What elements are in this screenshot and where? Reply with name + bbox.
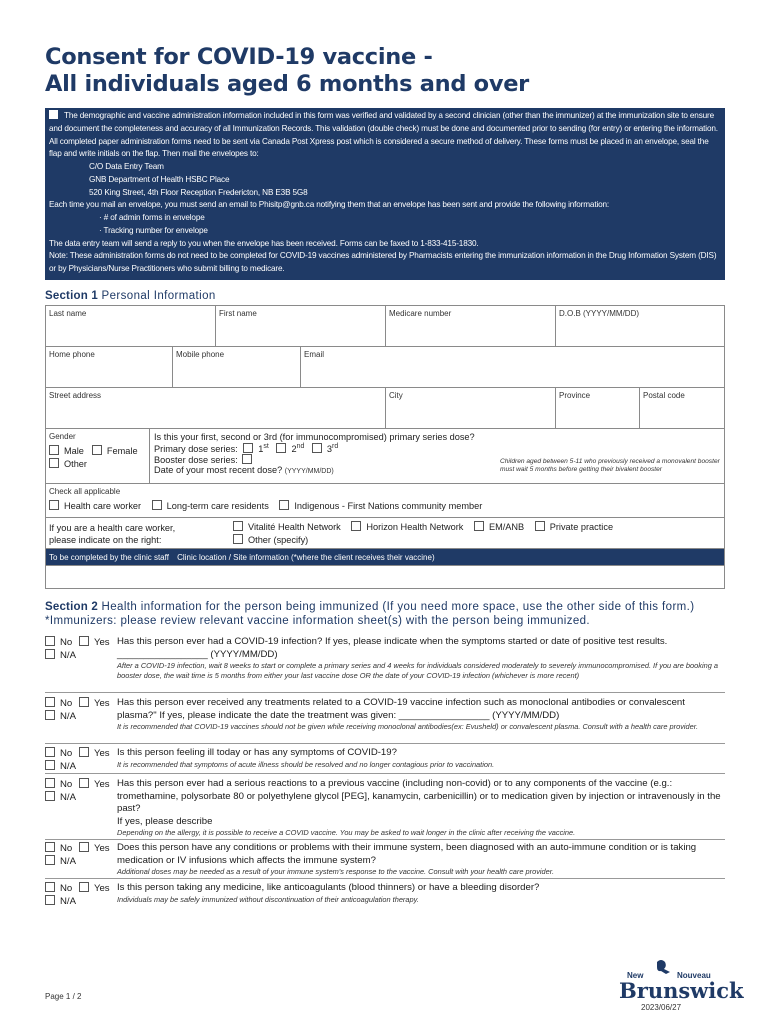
health-care-worker-label: Health care worker bbox=[64, 501, 142, 511]
q2-yes-label: Yes bbox=[93, 698, 110, 709]
q5-na-label: N/A bbox=[60, 856, 76, 867]
form-date: 2023/06/27 bbox=[641, 1003, 682, 1012]
medicare-label: Medicare number bbox=[389, 309, 452, 318]
dose-3-suffix: rd bbox=[332, 443, 339, 450]
dose-3-checkbox[interactable] bbox=[312, 443, 322, 453]
q2-no-label: No bbox=[60, 698, 73, 709]
province-label: Province bbox=[559, 391, 591, 400]
question-anticoagulants bbox=[45, 882, 725, 910]
notice-paragraph-3: Each time you mail an envelope, you must send an email to Phisitp@gnb.ca notifying them that an envelope has been sent and provide the following information: bbox=[49, 200, 610, 210]
question-treatments bbox=[45, 697, 725, 744]
dose-1-label: 1 bbox=[258, 444, 264, 455]
q6-na-label: N/A bbox=[60, 896, 76, 907]
q3-text: Is this person feeling ill today or has any symptoms of COVID-19? bbox=[117, 747, 397, 758]
dose-1-checkbox[interactable] bbox=[243, 443, 253, 453]
question-serious-reaction bbox=[45, 778, 725, 840]
gender-label: Gender bbox=[49, 432, 76, 441]
logo-new-text: New bbox=[627, 971, 644, 980]
section-2-number: Section 2 bbox=[45, 601, 98, 613]
q3-no-checkbox[interactable] bbox=[45, 747, 55, 757]
section-2-name: Health information for the person being immunized (If you need more space, use the other side of this form.) bbox=[101, 601, 695, 613]
q5-no-checkbox[interactable] bbox=[45, 842, 55, 852]
q5-no-label: No bbox=[60, 843, 73, 854]
q4-yes-label: Yes bbox=[93, 779, 110, 790]
q4-note: Depending on the allergy, it is possible to receive a COVID vaccine. You may be asked to wait longer in the clinic after receiving the vaccine. bbox=[117, 828, 576, 837]
series-question: Is this your first, second or 3rd (for immunocompromised) primary series dose? bbox=[154, 432, 475, 442]
hcw-question-line-2: please indicate on the right: bbox=[49, 535, 162, 545]
q1-na-label: N/A bbox=[60, 650, 76, 661]
street-address-label: Street address bbox=[49, 391, 102, 400]
q5-yes-label: Yes bbox=[93, 843, 110, 854]
page-number: Page 1 / 2 bbox=[45, 992, 82, 1001]
q6-yes-label: Yes bbox=[93, 883, 110, 894]
notice-bullet-1: · # of admin forms in envelope bbox=[99, 213, 205, 222]
horizon-checkbox[interactable] bbox=[351, 521, 361, 531]
horizon-label: Horizon Health Network bbox=[366, 522, 464, 532]
dose-1-suffix: st bbox=[263, 443, 269, 450]
q4-no-label: No bbox=[60, 779, 73, 790]
vitalite-label: Vitalité Health Network bbox=[248, 522, 341, 532]
mailing-address-line-2: GNB Department of Health HSBC Place bbox=[89, 174, 230, 184]
medicare-field[interactable] bbox=[386, 306, 556, 346]
q2-note: It is recommended that COVID-19 vaccines should not be given while receiving monoclonal antibodies(ex: Evusheld) or convalescent plasma. Consult with a health care provider. bbox=[117, 722, 699, 731]
ltc-checkbox[interactable] bbox=[152, 500, 162, 510]
q6-no-checkbox[interactable] bbox=[45, 882, 55, 892]
city-field[interactable] bbox=[386, 388, 556, 428]
q6-text: Is this person taking any medicine, like anticoagulants (blood thinners) or have a bleeding disorder? bbox=[117, 882, 540, 893]
home-phone-field[interactable] bbox=[46, 347, 173, 387]
primary-series-label: Primary dose series: bbox=[154, 444, 238, 455]
q4-text: Has this person ever had a serious reactions to a previous vaccine (including non-covid) or to any components of the vaccine (e.g.: tromethamine, polysorbate 80 or polyethylene glycol [PEG], kanamycin, carbenicillin) or to medication given by injection or intravenously in the past? bbox=[117, 778, 721, 814]
q6-yes-checkbox[interactable] bbox=[79, 882, 89, 892]
dob-field[interactable] bbox=[556, 306, 724, 346]
home-phone-label: Home phone bbox=[49, 350, 95, 359]
question-covid-infection bbox=[45, 636, 725, 693]
indigenous-label: Indigenous - First Nations community member bbox=[294, 501, 483, 511]
q2-yes-checkbox[interactable] bbox=[79, 697, 89, 707]
mailing-address-line-3: 520 King Street, 4th Floor Reception Fredericton, NB E3B 5G8 bbox=[89, 187, 308, 197]
mailing-address-line-1: C/O Data Entry Team bbox=[89, 162, 164, 171]
clinic-staff-label: To be completed by the clinic staff bbox=[49, 553, 169, 562]
first-name-field[interactable] bbox=[216, 306, 386, 346]
q1-no-checkbox[interactable] bbox=[45, 636, 55, 646]
mobile-phone-label: Mobile phone bbox=[176, 350, 225, 359]
dose-3-label: 3 bbox=[326, 444, 333, 455]
q4-describe-label: If yes, please describe bbox=[117, 815, 213, 827]
section-1-number: Section 1 bbox=[45, 290, 98, 302]
booster-series-label: Booster dose series: bbox=[154, 455, 238, 466]
last-name-field[interactable] bbox=[46, 306, 216, 346]
dose-2-label: 2 bbox=[291, 444, 297, 455]
other-gender-checkbox[interactable] bbox=[49, 458, 59, 468]
last-name-label: Last name bbox=[49, 309, 87, 318]
private-practice-checkbox[interactable] bbox=[535, 521, 545, 531]
section-1-heading bbox=[45, 290, 216, 302]
recent-dose-format: (YYYY/MM/DD) bbox=[284, 468, 334, 476]
q5-yes-checkbox[interactable] bbox=[79, 842, 89, 852]
title-line-2: All individuals aged 6 months and over bbox=[45, 71, 529, 97]
gender-field bbox=[46, 429, 150, 483]
q2-text: Has this person ever received any treatments related to a COVID-19 vaccine infection such as monoclonal antibodies or convalescent plasma?" If yes, please indicate the date the treatment was given: _________________ (YYYY/MM/DD) bbox=[117, 697, 685, 721]
dob-label: D.O.B (YYYY/MM/DD) bbox=[559, 309, 640, 318]
q5-note: Additional doses may be needed as a result of your immune system's response to the vaccine. Consult with your health care provider. bbox=[117, 867, 554, 876]
q3-na-label: N/A bbox=[60, 761, 76, 772]
clinic-location-field[interactable] bbox=[46, 566, 724, 588]
street-address-field[interactable] bbox=[46, 388, 386, 428]
bird-icon bbox=[657, 960, 670, 974]
dose-2-checkbox[interactable] bbox=[276, 443, 286, 453]
notice-paragraph-2: All completed paper administration forms need to be sent via Canada Post Xpress post which is considered a secure method of delivery. These forms must be placed in an envelope, seal the flap and write initials on the flap. Then mail the envelopes to: bbox=[49, 136, 709, 159]
q4-na-label: N/A bbox=[60, 792, 76, 803]
dose-2-suffix: nd bbox=[296, 443, 305, 450]
booster-checkbox[interactable] bbox=[242, 454, 252, 464]
emanb-checkbox[interactable] bbox=[474, 521, 484, 531]
check-all-label: Check all applicable bbox=[49, 487, 121, 496]
hcw-network-field bbox=[46, 518, 724, 549]
hcw-question-line-1: If you are a health care worker, bbox=[49, 523, 176, 533]
female-label: Female bbox=[106, 446, 138, 456]
other-specify-label: Other (specify) bbox=[248, 535, 309, 545]
q1-yes-checkbox[interactable] bbox=[79, 636, 89, 646]
q5-text: Does this person have any conditions or problems with their immune system, been diagnosed with an auto-immune condition or is taking medication or IV infusions which affects the immune system? bbox=[117, 842, 697, 866]
q1-text: Has this person ever had a COVID-19 infection? If yes, please indicate when the symptoms started or date of positive test results. bbox=[117, 636, 668, 647]
logo-brunswick-text: Brunswick bbox=[619, 978, 744, 1003]
q6-note: Individuals may be safely immunized without discontinuation of their anticoagulation therapy. bbox=[117, 894, 419, 904]
notice-bullet-2: · Tracking number for envelope bbox=[99, 225, 208, 235]
first-name-label: First name bbox=[219, 309, 257, 318]
province-field[interactable] bbox=[556, 388, 640, 428]
q3-na-checkbox[interactable] bbox=[45, 760, 55, 770]
children-note-line-1: Children aged between 5-11 who previously received a monovalent booster bbox=[500, 458, 720, 465]
clinic-location-label: Clinic location / Site information (*where the client receives their vaccine) bbox=[177, 553, 435, 562]
recent-dose-label: Date of your most recent dose? bbox=[154, 465, 283, 476]
city-label: City bbox=[389, 391, 403, 400]
clinic-staff-bar bbox=[46, 549, 724, 566]
q1-note: After a COVID-19 infection, wait 8 weeks to start or complete a primary series and 4 weeks for individuals considered moderately to severely immunocompromised. If you are booking a booster dose, the wait time is 5 months from either your last vaccine dose OR the date of your COVID-19 infection (whichever is more recent) bbox=[117, 661, 718, 680]
q3-note: It is recommended that symptoms of acute illness should be resolved and no longer contagious prior to vaccination. bbox=[117, 759, 495, 769]
email-label: Email bbox=[304, 350, 325, 359]
question-feeling-ill bbox=[45, 747, 725, 774]
ltc-label: Long-term care residents bbox=[166, 501, 269, 511]
q2-na-label: N/A bbox=[60, 711, 76, 722]
notice-paragraph-4: The data entry team will send a reply to you when the envelope has been received. Forms can be faxed to 1-833-415-1830. bbox=[49, 238, 479, 248]
q3-yes-label: Yes bbox=[93, 748, 110, 759]
other-gender-label: Other bbox=[64, 459, 87, 469]
children-booster-note bbox=[500, 458, 720, 474]
q4-yes-checkbox[interactable] bbox=[79, 778, 89, 788]
email-field[interactable] bbox=[301, 347, 724, 387]
q1-na-checkbox[interactable] bbox=[45, 649, 55, 659]
q4-na-checkbox[interactable] bbox=[45, 791, 55, 801]
q6-no-label: No bbox=[60, 883, 73, 894]
logo-nouveau-text: Nouveau bbox=[677, 971, 711, 980]
question-immune-system bbox=[45, 842, 725, 879]
female-checkbox[interactable] bbox=[92, 445, 102, 455]
applicable-field bbox=[46, 484, 724, 514]
health-care-worker-checkbox[interactable] bbox=[49, 500, 59, 510]
q4-no-checkbox[interactable] bbox=[45, 778, 55, 788]
postal-code-label: Postal code bbox=[643, 391, 685, 400]
vitalite-checkbox[interactable] bbox=[233, 521, 243, 531]
page-title bbox=[45, 44, 745, 98]
q2-no-checkbox[interactable] bbox=[45, 697, 55, 707]
mobile-phone-field[interactable] bbox=[173, 347, 301, 387]
private-practice-label: Private practice bbox=[549, 522, 614, 532]
q2-na-checkbox[interactable] bbox=[45, 710, 55, 720]
personal-info-grid bbox=[45, 305, 725, 589]
children-note-line-2: must wait 5 months before getting their bivalent booster bbox=[500, 466, 663, 473]
notice-paragraph-5: Note: These administration forms do not need to be completed for COVID-19 vaccines administered by Pharmacists entering the immunization information in the Drug Information System (DIS) or by Physicians/Nurse Practitioners who submit billing to medicare. bbox=[49, 251, 717, 273]
verification-checkbox[interactable] bbox=[49, 110, 58, 119]
q6-na-checkbox[interactable] bbox=[45, 895, 55, 905]
notice-paragraph-1: The demographic and vaccine administration information included in this form was verified and validated by a second clinician (other than the immunizer) at the immunization site to ensure and document the completeness and accuracy of all Immunization Records. This validation (double check) must be done and documented prior to sending (for entry) or entering the information. bbox=[49, 111, 718, 133]
postal-code-field[interactable] bbox=[640, 388, 724, 428]
title-line-1: Consent for COVID-19 vaccine - bbox=[45, 44, 433, 70]
other-specify-checkbox[interactable] bbox=[233, 534, 243, 544]
q1-date-format[interactable]: _________________ (YYYY/MM/DD) bbox=[117, 648, 278, 660]
new-brunswick-logo bbox=[617, 958, 744, 1004]
q3-yes-checkbox[interactable] bbox=[79, 747, 89, 757]
emanb-label: EM/ANB bbox=[488, 522, 525, 532]
section-2-heading bbox=[45, 600, 735, 628]
q1-no-label: No bbox=[60, 637, 73, 648]
indigenous-checkbox[interactable] bbox=[279, 500, 289, 510]
q5-na-checkbox[interactable] bbox=[45, 855, 55, 865]
q1-yes-label: Yes bbox=[93, 637, 110, 648]
section-2-subheading: *Immunizers: please review relevant vaccine information sheet(s) with the person being immunized. bbox=[45, 615, 591, 627]
verification-notice bbox=[45, 108, 725, 280]
male-checkbox[interactable] bbox=[49, 445, 59, 455]
dose-series-field bbox=[150, 429, 724, 483]
male-label: Male bbox=[64, 446, 84, 456]
q3-no-label: No bbox=[60, 748, 73, 759]
section-1-name: Personal Information bbox=[101, 290, 216, 302]
